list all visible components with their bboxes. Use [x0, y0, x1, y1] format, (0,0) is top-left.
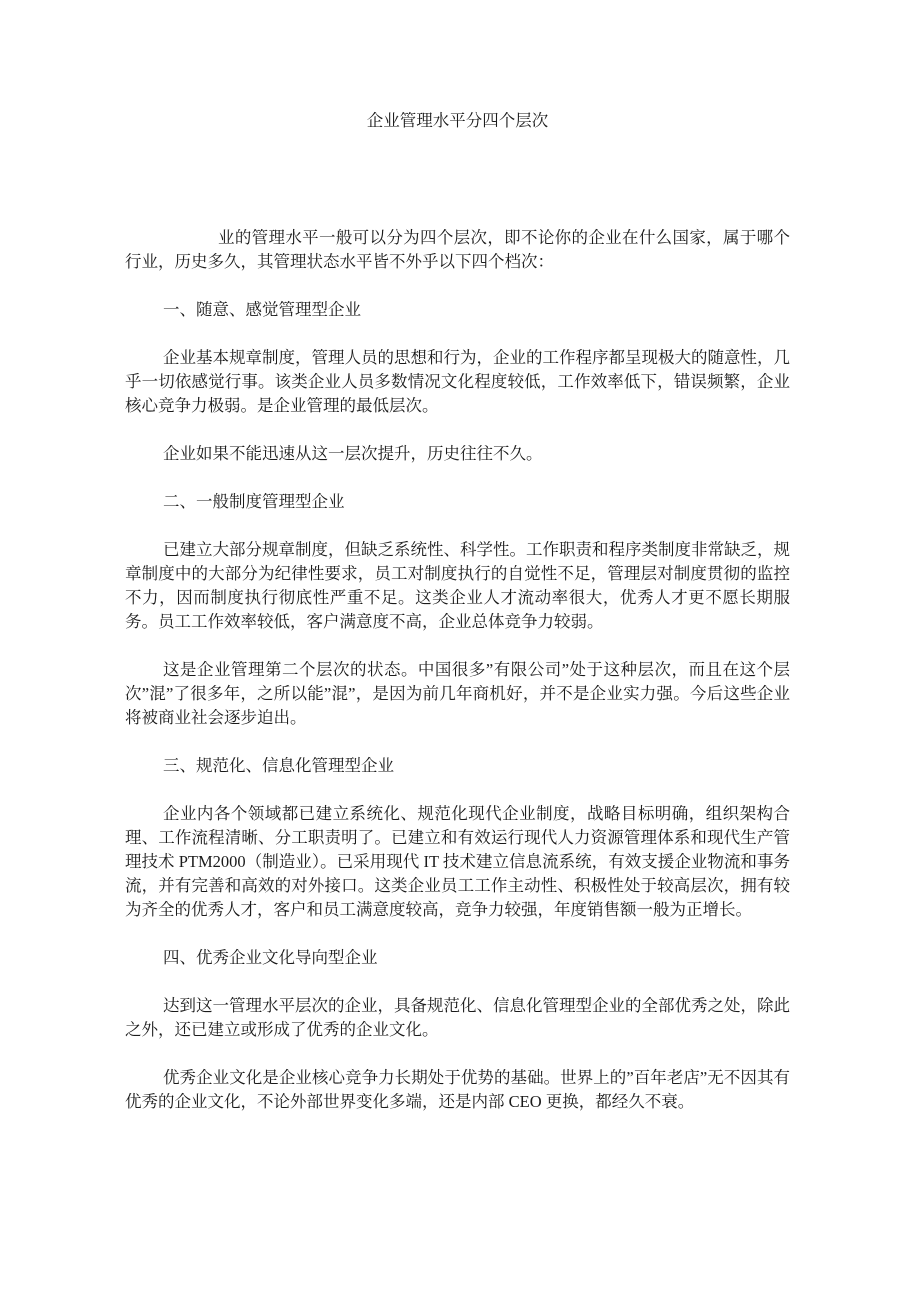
section-2-heading: 二、一般制度管理型企业 [163, 492, 345, 511]
section-1-paragraph-2: 企业如果不能迅速从这一层次提升，历史往往不久。 [163, 444, 543, 463]
section-3-paragraph-1: 企业内各个领域都已建立系统化、规范化现代企业制度，战略目标明确，组织架构合理、工作流程清晰、分工职责明了。已建立和有效运行现代人力资源管理体系和现代生产管理技术 PTM2000（制造业）。已采用现代 IT 技术建立信息流系统，有效支援企业物流和事务流，并有完善和高效的对外接口。这类企业员工工作主动性、积极性处于较高层次，拥有较为齐全的优秀人才，客户和员工满意度较高，竞争力较强，年度销售额一般为正增长。 [125, 804, 790, 919]
document-title: 企业管理水平分四个层次 [366, 111, 549, 130]
intro-paragraph: 业的管理水平一般可以分为四个层次，即不论你的企业在什么国家，属于哪个行业，历史多久，其管理状态水平皆不外乎以下四个档次： [125, 228, 790, 271]
section-1-heading: 一、随意、感觉管理型企业 [163, 300, 361, 319]
section-4-paragraph-2: 优秀企业文化是企业核心竞争力长期处于优势的基础。世界上的”百年老店”无不因其有优秀的企业文化，不论外部世界变化多端，还是内部 CEO 更换，都经久不衰。 [125, 1068, 790, 1111]
section-4-paragraph-1: 达到这一管理水平层次的企业，具备规范化、信息化管理型企业的全部优秀之处，除此之外，还已建立或形成了优秀的企业文化。 [125, 996, 790, 1039]
section-2-paragraph-1: 已建立大部分规章制度，但缺乏系统性、科学性。工作职责和程序类制度非常缺乏，规章制度中的大部分为纪律性要求，员工对制度执行的自觉性不足，管理层对制度贯彻的监控不力，因而制度执行彻底性严重不足。这类企业人才流动率很大，优秀人才更不愿长期服务。员工工作效率较低，客户满意度不高，企业总体竞争力较弱。 [125, 540, 790, 631]
section-3-heading: 三、规范化、信息化管理型企业 [163, 756, 394, 775]
section-4-heading: 四、优秀企业文化导向型企业 [163, 948, 378, 967]
section-2-paragraph-2: 这是企业管理第二个层次的状态。中国很多”有限公司”处于这种层次，而且在这个层次”混”了很多年，之所以能”混”，是因为前几年商机好，并不是企业实力强。今后这些企业将被商业社会逐步迫出。 [125, 660, 790, 727]
section-1-paragraph-1: 企业基本规章制度，管理人员的思想和行为，企业的工作程序都呈现极大的随意性，几乎一切依感觉行事。该类企业人员多数情况文化程度较低，工作效率低下，错误频繁，企业核心竞争力极弱。是企业管理的最低层次。 [125, 348, 790, 415]
